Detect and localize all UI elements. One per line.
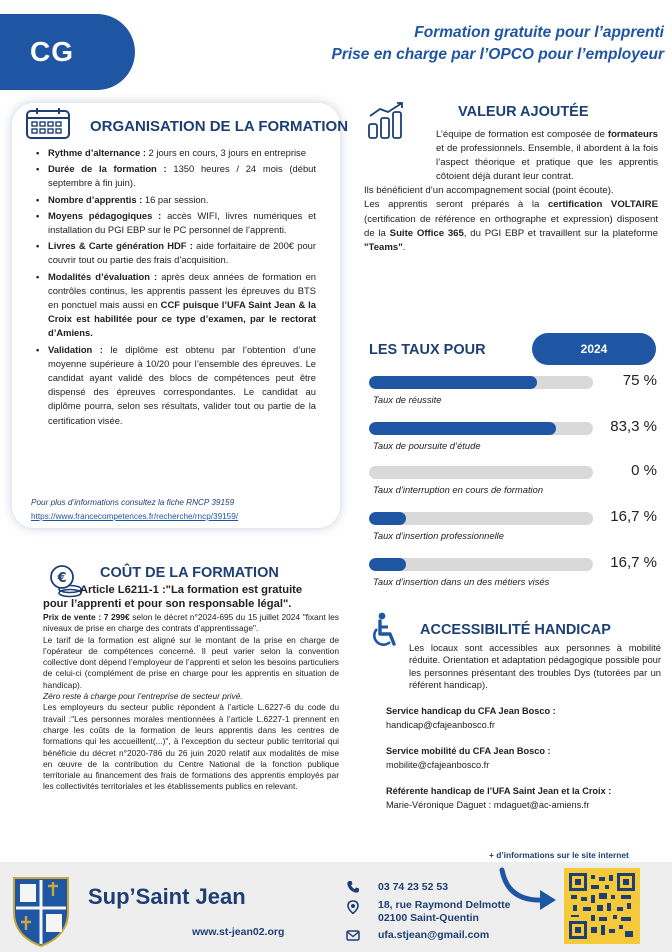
qr-code[interactable] xyxy=(564,868,640,944)
contact-email[interactable]: mobilite@cfajeanbosco.fr xyxy=(386,760,490,770)
cout-text xyxy=(43,584,339,793)
address xyxy=(378,899,510,925)
website-link[interactable]: www.st-jean02.org xyxy=(192,926,285,938)
cout-paragraph-public: Les employeurs du secteur public répondent à l’article L.6227-6 du code du travail :"Les personnes morales mentionnées à l’article L.6227-1 prennent en charge les coûts de la formation de leurs apprentis dans les centres de formations qui les accueillent(...)", à l’exception du secteur public territorial qui bénéficie du décret n°2020-786 du 26 juin 2020 relatif aux modalités de mise en œuvre de la contribution du Centre National de la fonction publique territoriale au financement des frais de formations des apprentis employés par les collectivités territoriales et les établissements publics en relevant. xyxy=(43,702,339,792)
cout-paragraph: Le tarif de la formation est aligné sur le montant de la prise en charge de l’opérateur de compétences concerné. Il peut varier selon la convention collective dont dépend l’employeur de l’apprenti et selon les besoins particuliers de celui-ci (complément de prise en charge pour les apprentis en situation de handicap). xyxy=(43,634,339,690)
email-address[interactable]: ufa.stjean@gmail.com xyxy=(378,929,490,941)
progress-fill xyxy=(369,512,406,525)
progress-track xyxy=(369,558,593,571)
metric-label: Taux de réussite xyxy=(373,394,442,405)
cout-lead-1: Article L6211-1 :"La formation est gratuite xyxy=(79,584,303,596)
cout-zero-charge: Zéro reste à charge pour l’entreprise de secteur privé. xyxy=(43,691,243,702)
header-tagline xyxy=(332,22,665,66)
valeur-paragraph-1: L’équipe de formation est composée de formateurs et de professionnels. Ensemble, il abordent à la fois l’aspect théorique et pratique que les apprentis côtoient déjà durant leur contrat. xyxy=(436,129,658,183)
contact-email[interactable]: handicap@cfajeanbosco.fr xyxy=(386,720,495,730)
metric-value: 16,7 % xyxy=(610,554,657,571)
progress-track xyxy=(369,376,593,389)
phone-number[interactable]: 03 74 23 52 53 xyxy=(378,881,449,893)
organisation-list xyxy=(34,146,316,430)
list-item: • Modalités d’évaluation : après deux années de formation en contrôles continus, les apprentis passent les épreuves du BTS en ponctuel mais aussi en CCF puisque l’UFA Saint Jean & la Croix est habilitée pour ce type d’examen, par le rectorat d’Amiens. xyxy=(34,270,316,341)
email-icon xyxy=(346,928,360,942)
progress-track xyxy=(369,422,593,435)
rncp-link[interactable]: https://www.francecompetences.fr/recherche/rncp/39159/ xyxy=(31,512,239,521)
calendar-icon xyxy=(24,106,72,140)
contact-email[interactable]: Marie-Véronique Daguet : mdaguet@ac-amiens.fr xyxy=(386,800,590,810)
cout-price: Prix de vente : 7 299€ selon le décret n°2024-695 du 15 juillet 2024 "fixant les niveaux de prise en charge des contrats d’apprentissage". xyxy=(43,612,339,634)
organisation-title: ORGANISATION DE LA FORMATION xyxy=(90,118,349,135)
svg-text:€: € xyxy=(57,571,67,586)
curved-arrow-icon xyxy=(498,866,560,914)
rncp-note xyxy=(31,496,238,524)
metric-label: Taux d’insertion professionnelle xyxy=(373,530,504,541)
metric-label: Taux d’insertion dans un des métiers visés xyxy=(373,576,550,587)
metric-value: 83,3 % xyxy=(610,418,657,435)
contact-referente: Référente handicap de l’UFA Saint Jean et la Croix : Marie-Véronique Daguet : mdaguet@ac-amiens.fr xyxy=(386,786,612,810)
list-item: • Nombre d’apprentis : 16 par session. xyxy=(34,193,316,207)
year-badge: 2024 xyxy=(532,333,656,365)
progress-fill xyxy=(369,422,556,435)
metric-interruption xyxy=(369,462,659,506)
metric-value: 0 % xyxy=(631,462,657,479)
accessibilite-title: ACCESSIBILITÉ HANDICAP xyxy=(420,622,611,638)
qr-code-pattern xyxy=(569,873,635,939)
phone-icon xyxy=(346,880,360,894)
cout-title: COÛT DE LA FORMATION xyxy=(100,565,279,581)
metric-poursuite xyxy=(369,418,659,462)
metric-reussite xyxy=(369,372,659,416)
valeur-title: VALEUR AJOUTÉE xyxy=(458,104,589,120)
progress-fill xyxy=(369,558,406,571)
progress-track xyxy=(369,512,593,525)
valeur-paragraph-2: Ils bénéficient d’un accompagnement social (point écoute). xyxy=(364,185,614,197)
accessibilite-text: Les locaux sont accessibles aux personnes à mobilité réduite. Orientation et adaptation pédagogique possible pour les personnes présentant des troubles Dys (tutorées par un référent handicap). xyxy=(409,642,661,690)
progress-track xyxy=(369,466,593,479)
cout-lead-2: pour l’apprenti et pour son responsable légal". xyxy=(43,598,292,610)
header-tab: CG xyxy=(0,14,135,90)
list-item: • Moyens pédagogiques : accès WIFI, livres numériques et installation du PGI EBP sur le PC personnel de l’apprenti. xyxy=(34,209,316,237)
contact-handicap: Service handicap du CFA Jean Bosco : handicap@cfajeanbosco.fr xyxy=(386,706,556,730)
more-info-note: + d’informations sur le site internet xyxy=(489,850,629,860)
metric-value: 16,7 % xyxy=(610,508,657,525)
list-item: • Validation : le diplôme est obtenu par l’obtention d’une moyenne supérieure à 10/20 pour l’ensemble des épreuves. Le candidat ayant validé des blocs de compétences peut être dispensé des épreuves correspondantes. Le candidat au diplôme pourra, selon ses résultats, valider tout ou partie de la certification visée. xyxy=(34,343,316,428)
contact-mobilite: Service mobilité du CFA Jean Bosco : mobilite@cfajeanbosco.fr xyxy=(386,746,551,770)
school-crest-logo xyxy=(8,872,74,948)
list-item: • Durée de la formation : 1350 heures / 24 mois (début septembre à fin juin). xyxy=(34,162,316,190)
header-line-1: Formation gratuite pour l’apprenti xyxy=(414,24,664,41)
valeur-text xyxy=(364,128,658,255)
address-line-2: 02100 Saint-Quentin xyxy=(378,912,479,924)
rncp-note-text: Pour plus d’informations consultez la fiche RNCP 39159 xyxy=(31,498,235,507)
list-item: • Rythme d’alternance : 2 jours en cours, 3 jours en entreprise xyxy=(34,146,316,160)
taux-title: LES TAUX POUR xyxy=(369,342,486,358)
valeur-paragraph-3: Les apprentis seront préparés à la certification VOLTAIRE (certification de référence en orthographe et expression) disposent de la Suite Office 365, du PGI EBP et travaillent sur la plateforme "Teams". xyxy=(364,199,659,253)
header-line-2: Prise en charge par l’OPCO pour l’employeur xyxy=(331,46,664,63)
metric-insertion-metiers xyxy=(369,554,659,598)
metric-label: Taux de poursuite d’étude xyxy=(373,440,481,451)
address-line-1: 18, rue Raymond Delmotte xyxy=(378,899,511,911)
location-pin-icon xyxy=(346,900,360,914)
list-item: • Livres & Carte génération HDF : aide forfaitaire de 200€ pour couvrir tout ou partie des frais d’acquisition. xyxy=(34,239,316,267)
progress-fill xyxy=(369,376,537,389)
metric-label: Taux d’interruption en cours de formation xyxy=(373,484,544,495)
brand-name: Sup’Saint Jean xyxy=(88,884,246,909)
metric-value: 75 % xyxy=(622,372,657,389)
metric-insertion-pro xyxy=(369,508,659,552)
